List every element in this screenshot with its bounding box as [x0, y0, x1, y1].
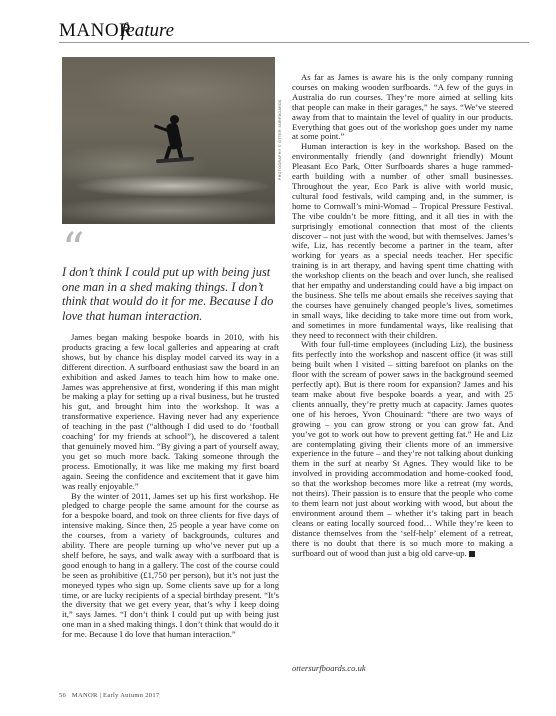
- page-folio: 56 MANOR | Early Autumn 2017: [59, 692, 160, 699]
- website-link[interactable]: ottersurfboards.co.uk: [292, 663, 366, 673]
- page-number: 56: [59, 692, 67, 699]
- header-rule: [59, 42, 529, 43]
- body-paragraph: As far as James is aware his is the only company running courses on making wooden surfboards. “A few of the guys in Australia do run courses. They’re more aimed at selling kits that people can make in their garages,” he says. “We’ve steered away from that to maintain the level of quality in our products. Everything that goes out of the workshop goes under my name at some point.”: [292, 72, 513, 142]
- body-paragraph: By the winter of 2011, James set up his first workshop. He pledged to charge people the same amount for the course as for a bespoke board, and took on three clients for five days of intensive making. Since then, 25 people a year have come on the courses, from a variety of backgrounds, cultures and ability. There are people turning up who’ve never put up a shelf before, he says, and walk away with a surfboard that is good enough to hang in a gallery. The cost of the course could be seen as prohibitive (£1,750 per person), but it’s not just the moneyed types who sign up. Some clients save up for a long time, or are lucky recipients of a special birthday present. “It’s the diversity that we get every year, that’s why I keep doing it,” says James. “I don’t think I could put up with being just one man in a shed making things. I don’t think that would do it for me. Because I do love that human interaction.”: [62, 490, 279, 640]
- quote-mark-icon: “: [62, 224, 85, 275]
- pull-quote: I don’t think I could put up with being just one man in a shed making things. I don’t think that would do it for me. Because I do love that human interaction.: [62, 265, 274, 323]
- masthead: [59, 14, 529, 50]
- end-mark-icon: [469, 551, 475, 557]
- article-column-left: [62, 333, 279, 640]
- photo-credit-text: PHOTOGRAPHY © OTTER SURFBOARDS: [278, 99, 282, 180]
- body-paragraph: Human interaction is key in the workshop. Based on the environmentally friendly (and downright friendly) Mount Pleasant Eco Park, Otter Surfboards shares a huge rammed-earth building with a number of other small businesses. Throughout the year, Eco Park is alive with world music, cultural food festivals, wild camping and, in the summer, is home to Cornwall’s mini-Womad – Tropical Pressure Festival. The vibe couldn’t be more fitting, and it all ties in with the surprisingly emotional connection that most of the clients discover – not just with the wood, but with themselves. James’s wife, Liz, has recently become a partner in the team, after working for years as a special needs teacher. Her specific training is in art therapy, and having spent time chatting with the workshop clients on the beach and over lunch, she realised that her empathy and understanding could have a big impact on the business. She tells me about emails she receives saying that the courses have genuinely changed people’s lives, sometimes in small ways, like deciding to take more time out from work, and sometimes in more fundamental ways, like realising that they need to reconnect with their children.: [292, 141, 513, 340]
- magazine-brand: MANOR: [59, 20, 133, 41]
- photo-credit: [278, 60, 286, 180]
- article-column-right: [292, 73, 513, 558]
- wave-foam: [72, 175, 272, 197]
- section-label: feature: [121, 20, 175, 41]
- surfer-photo: [62, 57, 275, 224]
- body-paragraph: James began making bespoke boards in 2010, with his products gracing a few local galleries and appearing at craft shows, but by chance his display model carved its way in a different direction. A surfboard enthusiast saw the board in an exhibition and asked James to teach him how to make one. James was apprehensive at first, wondering if this man might be making a play for setting up a rival business, but he trusted his gut, and brought him into the workshop. It was a transformative experience. Having never had any experience of teaching in the past (“although I did used to do ‘football coaching’ for my friends at school”), he discovered a talent that genuinely moved him. “By giving a part of yourself away, you get so much more back. Taking someone through the process. Emotionally, it was like me making my first board again. Seeing the confidence and excitement that it gave him was really enjoyable.”: [62, 332, 279, 491]
- body-paragraph: [292, 340, 513, 558]
- body-paragraph-text: With four full-time employees (including Liz), the business fits perfectly into the workshop and nascent office (it was still being built when I visited – sitting barefoot on planks on the floor with the scream of power saws in the background seemed perfectly apt). But is there room for expansion? James and his team make about five bespoke boards a year, and with 25 clients annually, they’re pretty much at capacity. James quotes one of his heroes, Yvon Chouinard: “there are two ways of growing – you can grow strong or you can grow fat. And you’ve got to work out how to prevent getting fat.” He and Liz are contemplating giving their clients more of an immersive experience in the future – and they’re not talking about dunking them in the surf at nearby St Agnes. They would like to be involved in providing accommodation and home-cooked food, so that the workshop becomes more like a retreat (my words, not theirs). Their passion is to ensure that the people who come to them learn not just about working with wood, but about the environment around them – whether it’s taking part in beach cleans or eating locally sourced food… While they’re keen to distance themselves from the ‘self-help’ element of a retreat, there is no doubt that there is so much more to making a surfboard out of wood than just a big old carve-up.: [292, 339, 513, 558]
- folio-publication: MANOR: [71, 692, 98, 699]
- folio-issue: Early Autumn 2017: [103, 692, 160, 699]
